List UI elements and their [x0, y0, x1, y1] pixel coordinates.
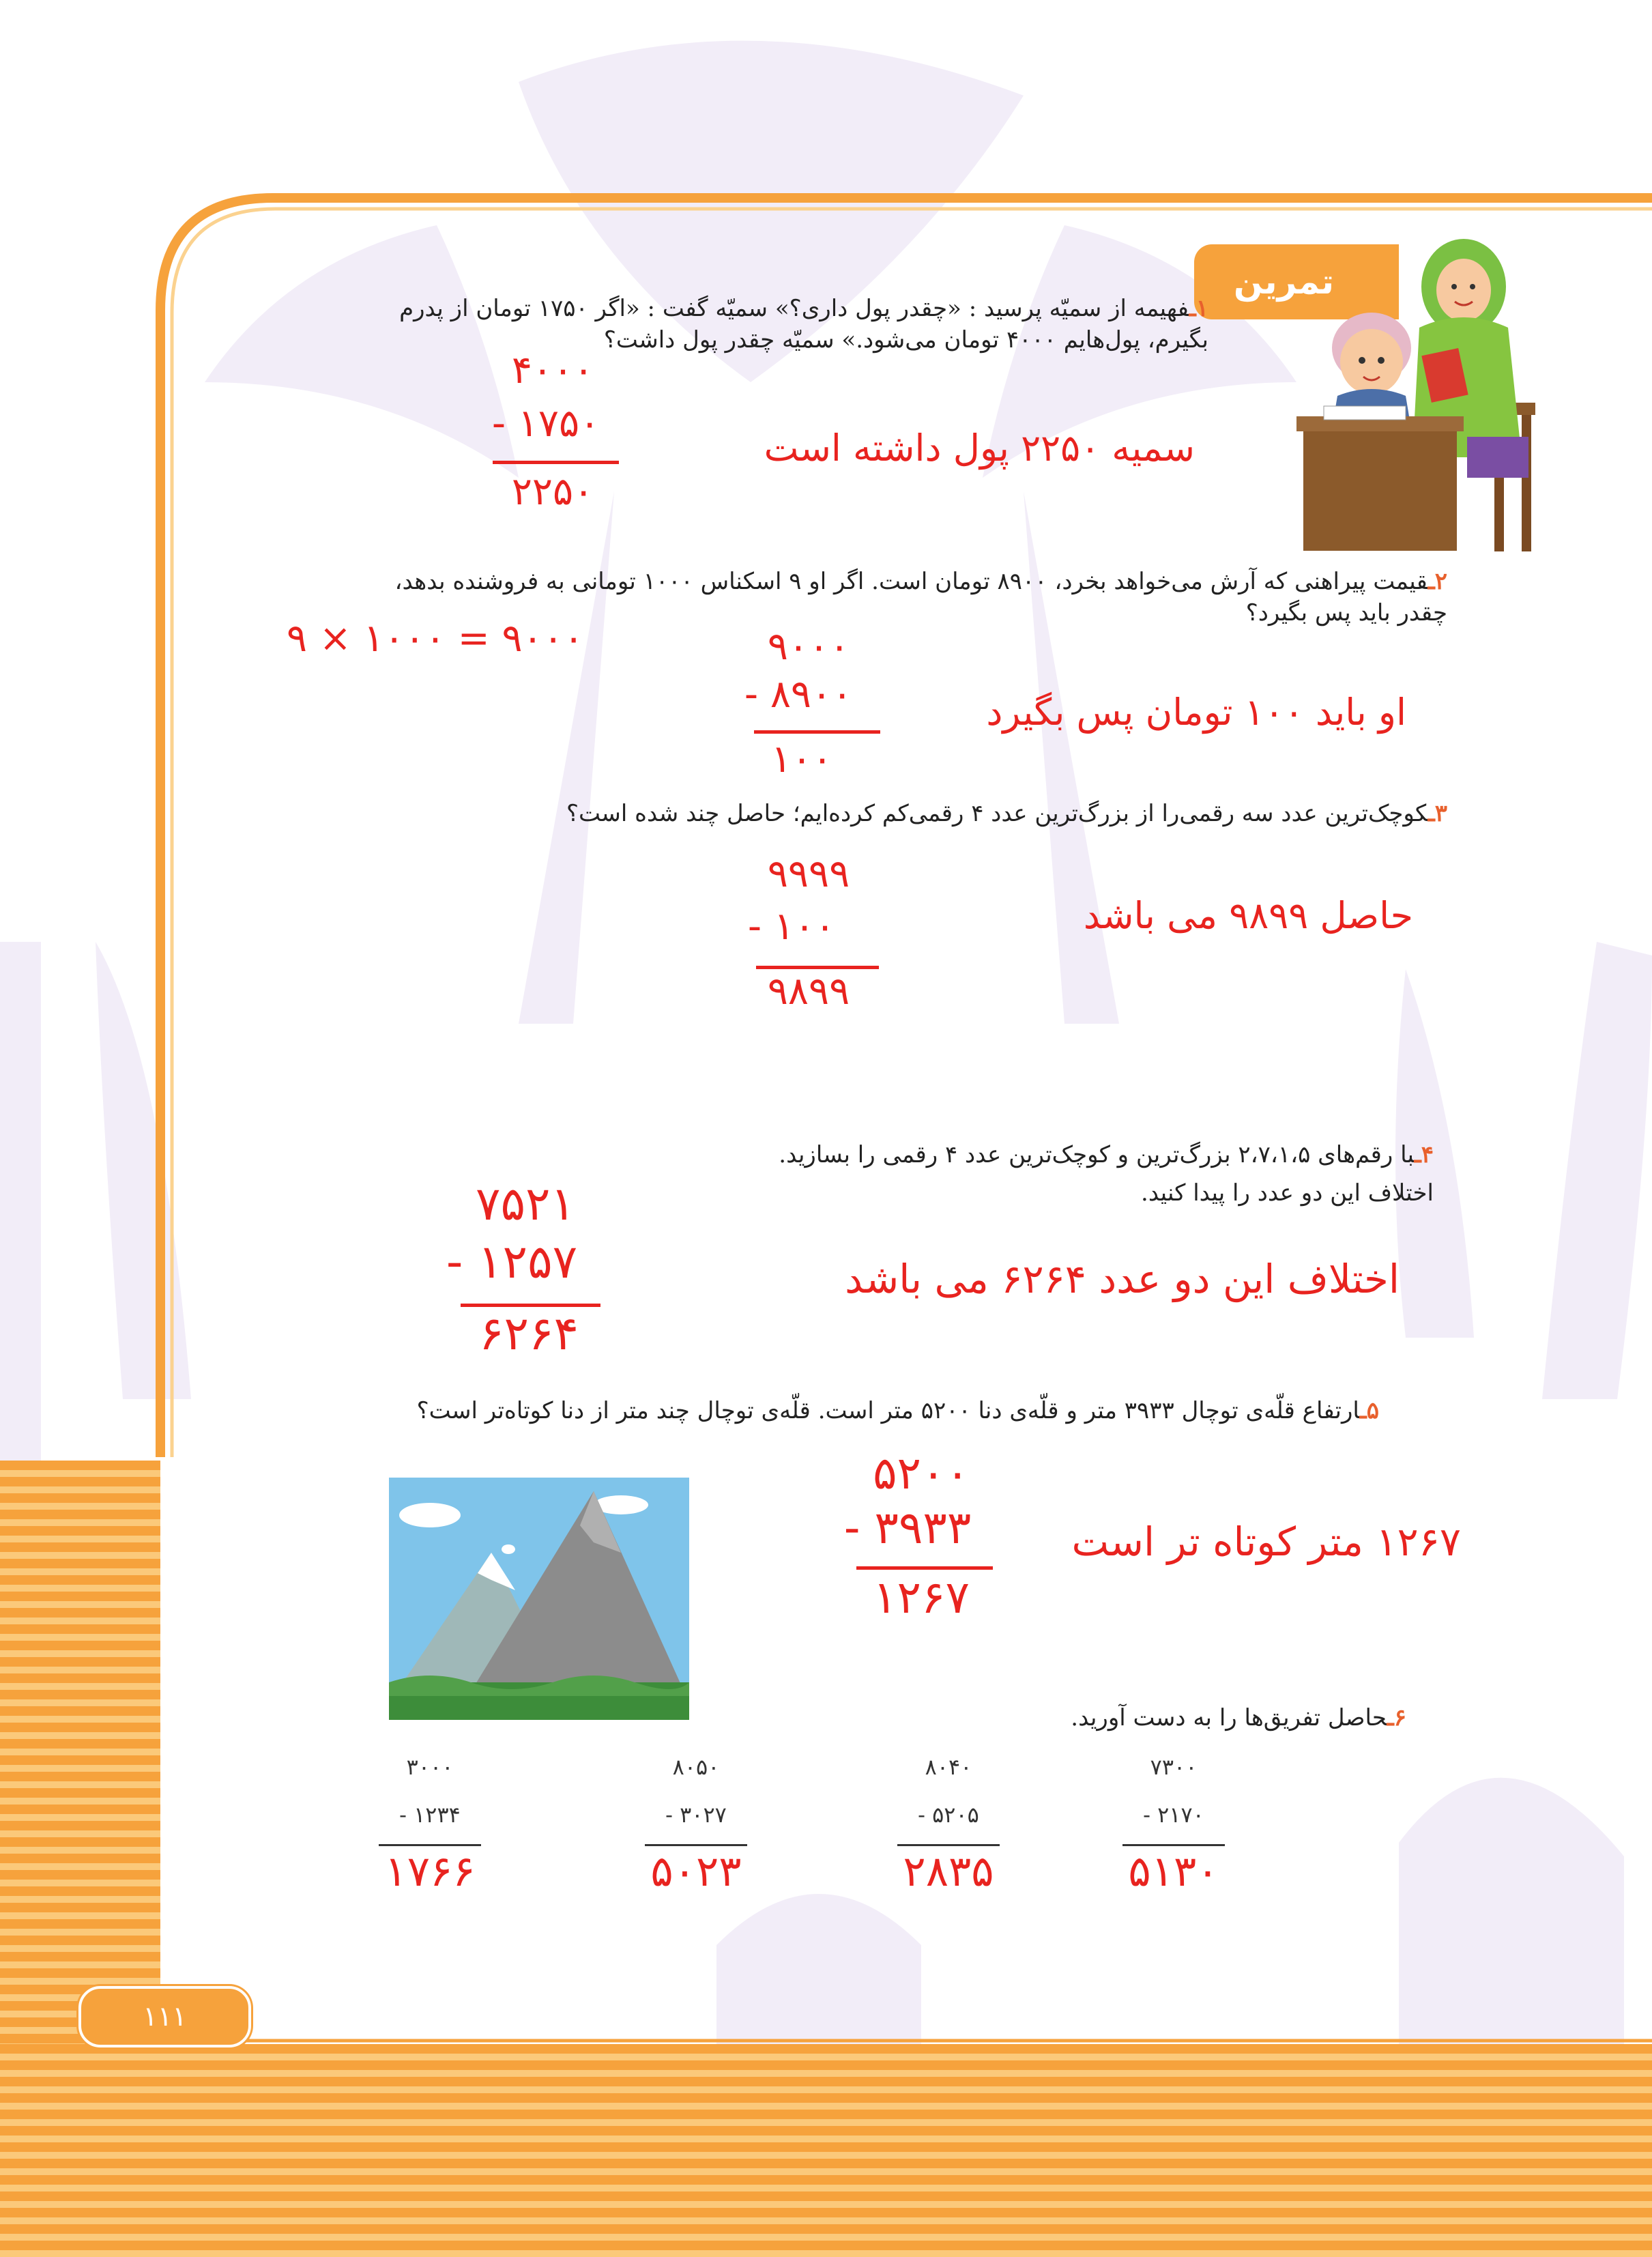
question-1-line-2: بگیرم، پول‌هایم ۴۰۰۰ تومان می‌شود.» سمیّه چقدر پول داشت؟ — [603, 326, 1208, 354]
page-number-tab — [78, 1986, 251, 2047]
q6-problem-1-result: ۵۱۳۰ — [1128, 1846, 1219, 1896]
q6-problem-1-top: ۷۳۰۰ — [1150, 1754, 1198, 1780]
q6-problem-4-sub: - ۱۲۳۴ — [399, 1802, 461, 1828]
q6-problem-2-top: ۸۰۴۰ — [925, 1754, 972, 1780]
q5-result: ۱۲۶۷ — [873, 1571, 970, 1624]
q6-problem-2-result: ۲۸۳۵ — [903, 1846, 994, 1896]
q4-answer: اختلاف این دو عدد ۶۲۶۴ می باشد — [845, 1256, 1400, 1302]
q5-answer: ۱۲۶۷ متر کوتاه تر است — [1071, 1519, 1461, 1565]
teacher-child-illustration — [1296, 232, 1556, 560]
q1-answer: سمیه ۲۲۵۰ پول داشته است — [764, 427, 1195, 470]
page-number: ۱۱۱ — [143, 2001, 187, 2032]
q2-rule — [754, 730, 880, 734]
question-6-line-1: ۶ـحاصل تفریق‌ها را به دست آورید. — [1071, 1704, 1406, 1731]
question-4-line-2: اختلاف این دو عدد را پیدا کنید. — [1141, 1179, 1434, 1207]
question-4 — [478, 1140, 1434, 1209]
q2-minuend: ۹۰۰۰ — [767, 624, 850, 669]
q6-problem-1-sub: - ۲۱۷۰ — [1143, 1802, 1204, 1828]
question-6 — [792, 1703, 1406, 1734]
q6-problem-2-sub: - ۵۲۰۵ — [918, 1802, 979, 1828]
q5-rule — [856, 1566, 993, 1570]
q3-result: ۹۸۹۹ — [767, 969, 850, 1014]
q1-minuend: ۴۰۰۰ — [511, 348, 594, 392]
q3-minuend: ۹۹۹۹ — [767, 852, 850, 896]
q5-minuend: ۵۲۰۰ — [873, 1447, 970, 1499]
q3-answer: حاصل ۹۸۹۹ می باشد — [1083, 894, 1413, 937]
q6-problem-3-result: ۵۰۲۳ — [650, 1846, 742, 1896]
q1-subtrahend: - ۱۷۵۰ — [491, 401, 600, 446]
mountain-illustration — [389, 1478, 689, 1720]
bottom-stripe-band — [0, 2044, 1652, 2257]
question-5-line-1: ۵ـارتفاع قلّه‌ی توچال ۳۹۳۳ متر و قلّه‌ی دنا ۵۲۰۰ متر است. قلّه‌ی توچال چند متر از دنا کوتاه‌تر است؟ — [416, 1397, 1379, 1424]
q6-problem-3-top: ۸۰۵۰ — [672, 1754, 720, 1780]
q1-result: ۲۲۵۰ — [511, 470, 594, 514]
q4-result: ۶۲۶۴ — [478, 1307, 579, 1361]
question-1-line-1: ۱ـفهیمه از سمیّه پرسید : «چقدر پول داری؟» سمیّه گفت : «اگر ۱۷۵۰ تومان از پدرم — [399, 295, 1208, 322]
question-1 — [390, 293, 1208, 356]
q6-problem-4-result: ۱۷۶۶ — [384, 1846, 476, 1896]
exercise-title: تمرین — [1233, 262, 1334, 302]
q4-minuend: ۷۵۲۱ — [475, 1177, 576, 1231]
q6-problem-3-sub: - ۳۰۲۷ — [665, 1802, 727, 1828]
question-3-line-1: ۳ـکوچک‌ترین عدد سه رقمی‌را از بزرگ‌ترین عدد ۴ رقمی‌کم کرده‌ایم؛ حاصل چند شده است؟ — [566, 800, 1447, 827]
question-3 — [151, 799, 1447, 830]
q2-subtrahend: - ۸۹۰۰ — [744, 672, 853, 717]
question-2-line-1: ۲ـقیمت پیراهنی که آرش می‌خواهد بخرد، ۸۹۰۰ تومان است. اگر او ۹ اسکناس ۱۰۰۰ تومانی به فروشنده بدهد، — [394, 568, 1447, 595]
q2-multiplication: ۹ × ۱۰۰۰ = ۹۰۰۰ — [287, 616, 584, 661]
question-4-line-1: ۴ـبا رقم‌های ۲،۷،۱،۵ بزرگ‌ترین و کوچک‌ترین عدد ۴ رقمی را بسازید. — [779, 1141, 1434, 1168]
q2-result: ۱۰۰ — [770, 737, 833, 781]
question-2-line-2: چقدر باید پس بگیرد؟ — [1245, 599, 1447, 627]
q3-subtrahend: - ۱۰۰ — [747, 904, 836, 949]
q6-problem-4-top: ۳۰۰۰ — [406, 1754, 454, 1780]
q4-subtrahend: - ۱۲۵۷ — [446, 1235, 578, 1289]
q5-subtrahend: - ۳۹۳۳ — [843, 1501, 972, 1554]
q1-rule — [493, 461, 619, 464]
question-5 — [83, 1396, 1379, 1427]
q2-answer: او باید ۱۰۰ تومان پس بگیرد — [986, 691, 1406, 734]
